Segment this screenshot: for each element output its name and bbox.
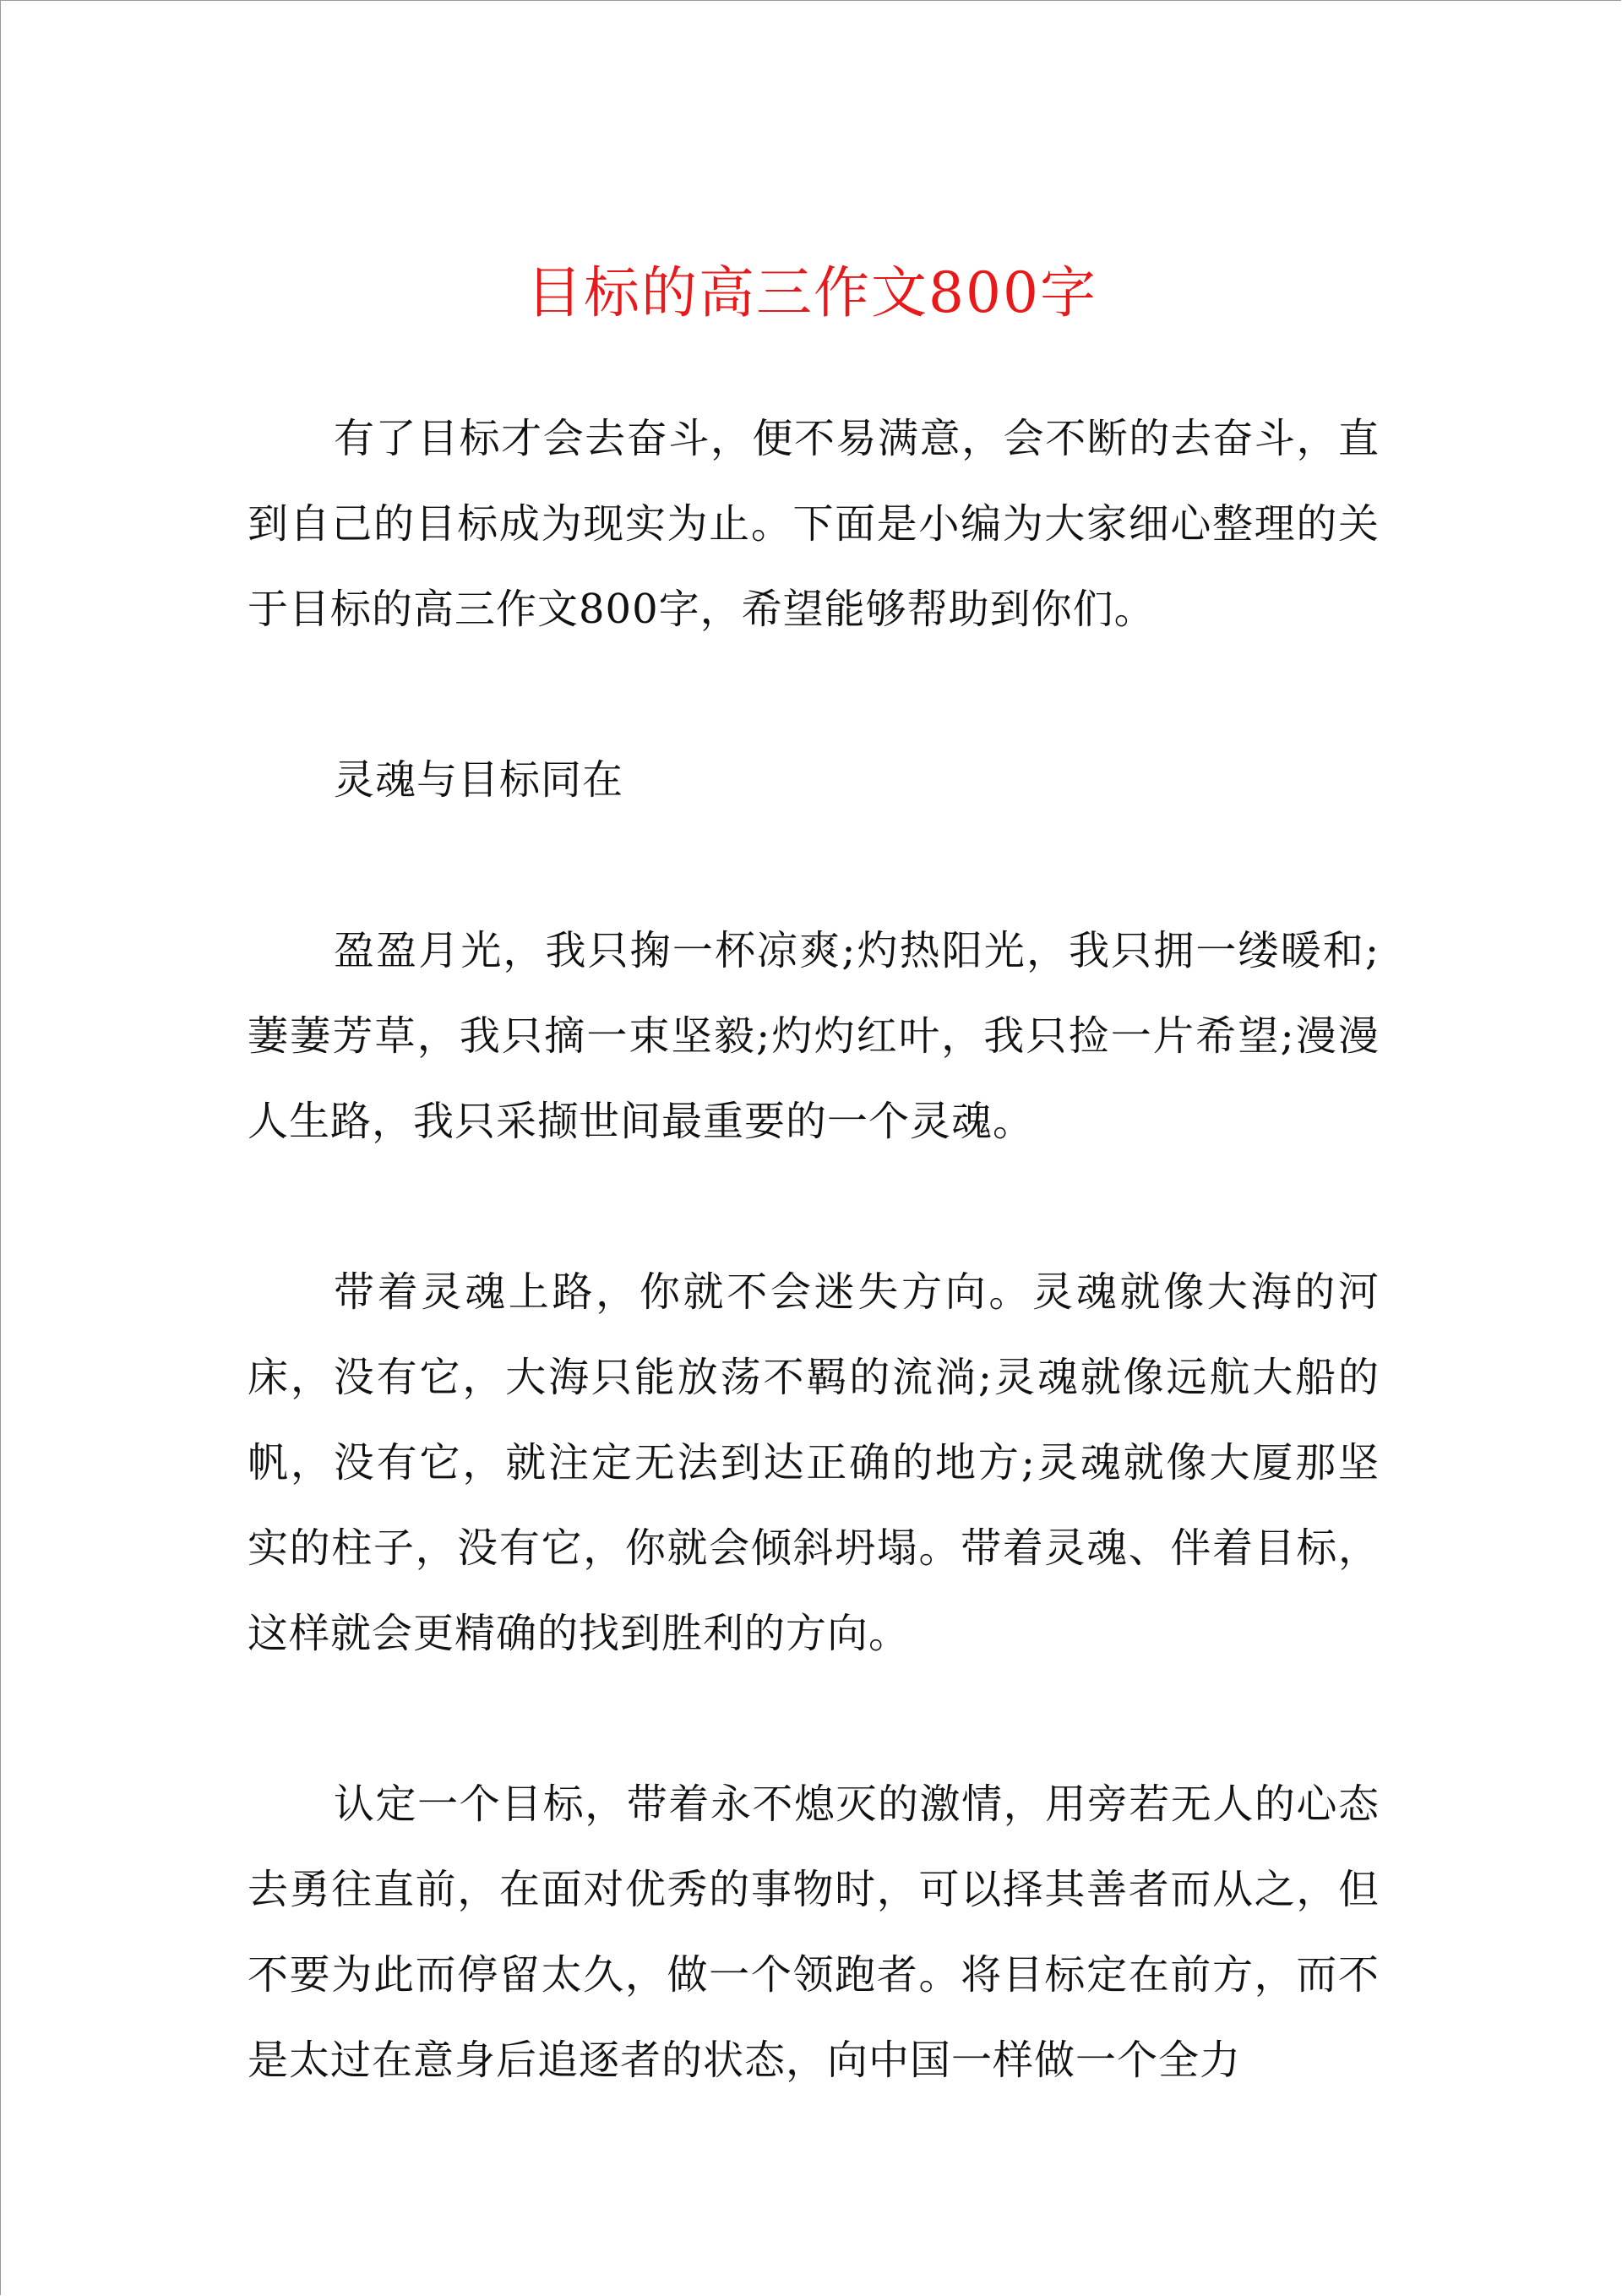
paragraph-intro: 有了目标才会去奋斗，便不易满意，会不断的去奋斗，直到自己的目标成为现实为止。下面是小编为大家细心整理的关于目标的高三作文800字，希望能够帮助到你们。: [248, 415, 1380, 633]
paragraph-body-2: 带着灵魂上路，你就不会迷失方向。灵魂就像大海的河床，没有它，大海只能放荡不羁的流淌;灵魂就像远航大船的帆，没有它，就注定无法到达正确的地方;灵魂就像大厦那坚实的柱子，没有它，你就会倾斜坍塌。带着灵魂、伴着目标，这样就会更精确的找到胜利的方向。: [248, 1268, 1380, 1657]
paragraph-body-3: 认定一个目标，带着永不熄灭的激情，用旁若无人的心态去勇往直前，在面对优秀的事物时，可以择其善者而从之，但不要为此而停留太久，做一个领跑者。将目标定在前方，而不是太过在意身后追逐者的状态，向中国一样做一个全力: [248, 1781, 1380, 2084]
document-body: [248, 396, 1380, 2103]
document-title: 目标的高三作文800字: [526, 260, 1097, 325]
paragraph-body-1: 盈盈月光，我只掬一杯凉爽;灼热阳光，我只拥一缕暖和;萋萋芳草，我只摘一束坚毅;灼灼红叶，我只捡一片希望;漫漫人生路，我只采撷世间最重要的一个灵魂。: [248, 927, 1380, 1145]
paragraph-spacer: [248, 1677, 1380, 1762]
paragraph-spacer: [248, 1164, 1380, 1250]
section-heading: 灵魂与目标同在: [334, 756, 624, 804]
paragraph-spacer: [248, 823, 1380, 908]
paragraph-spacer: [248, 652, 1380, 738]
